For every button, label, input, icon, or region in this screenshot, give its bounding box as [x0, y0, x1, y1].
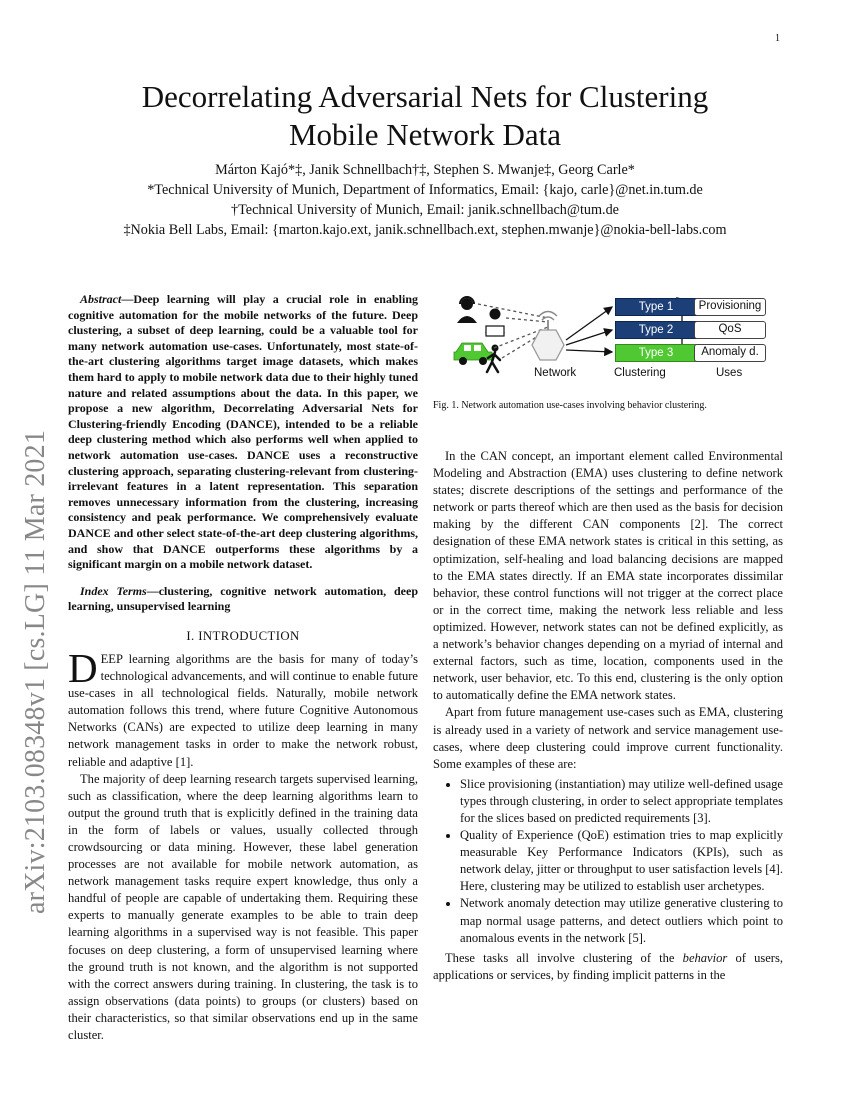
arxiv-stamp: arXiv:2103.08348v1 [cs.LG] 11 Mar 2021 [20, 429, 51, 915]
cluster-type-2-box: Type 2 [615, 321, 697, 339]
cluster-type-3-box: Type 3 [615, 344, 697, 362]
intro-paragraph-1-text: EEP learning algorithms are the basis for many of today’s technological advancements, and will continue to enable future use-cases in all technological fields. Naturally, mobile network automation follows this trend, where future Cognitive Autonomous Networks (CANs) are expected to utilize deep learning in many network management tasks in order to make the network robust, reliable and adaptive [1]. [68, 651, 418, 769]
index-terms [68, 584, 418, 615]
affiliation-1: *Technical University of Munich, Department of Informatics, Email: {kajo, carle}@net.in.tum.de [147, 182, 703, 198]
affiliation-2: †Technical University of Munich, Email: janik.schnellbach@tum.de [231, 202, 619, 218]
clustering-arrows [566, 307, 612, 352]
cluster-type-1-box: Type 1 [615, 298, 697, 316]
index-terms-text: —clustering, cognitive network automation, deep learning, unsupervised learning [68, 583, 419, 614]
right-paragraph-2: Apart from future management use-cases such as EMA, clustering is already used in a variety of network and service management use-cases, where deep clustering could improve current functionality. Some examples of these are: [433, 705, 783, 771]
title-line-1: Decorrelating Adversarial Nets for Clustering [141, 79, 709, 114]
abstract-text: —Deep learning will play a crucial role in enabling cognitive automation for the mobile networks of the future. Deep clustering, a subset of deep learning, could be a valuable tool for many network automation use-cases. Unfortunately, most state-of-the-art clustering algorithms target image datasets, which makes them hard to apply to mobile network data due to their highly tuned nature and related assumptions about the data. In this paper, we propose a new algorithm, Decorrelating Adversarial Nets for Clustering-friendly Encoding (DANCE), intended to be a reliable deep clustering method which also performs well when applied to network automation use-cases. DANCE uses a reconstructive clustering approach, separating clustering-relevant from clustering-irrelevant features in a latent representation. This separation removes unnecessary information from the clustering, increasing consistency and peak performance. We comprehensively evaluate DANCE and other select state-of-the-art deep clustering algorithms, and show that DANCE outperforms these algorithms by a significant margin on a mobile network dataset. [68, 292, 418, 572]
use-provisioning-box: Provisioning [694, 298, 766, 316]
abstract-label: Abstract [80, 292, 122, 306]
user-laptop-icon [485, 309, 505, 337]
title-line-2: Mobile Network Data [288, 117, 562, 152]
drop-cap: D [68, 644, 98, 691]
use-anomaly-box: Anomaly d. [694, 344, 766, 362]
pedestrian-icon [487, 345, 500, 373]
section-title-rest: NTRODUCTION [202, 628, 300, 643]
figure-1 [440, 290, 780, 385]
use-qos-box: QoS [694, 321, 766, 339]
right-paragraph-3-emphasis: behavior [682, 950, 728, 965]
use-case-list [433, 776, 783, 947]
author-block [60, 160, 790, 240]
left-column [68, 292, 418, 1044]
abstract [68, 292, 418, 573]
user-headset-icon [457, 297, 477, 323]
intro-paragraph-2: The majority of deep learning research targets supervised learning, such as classification, where the deep learning algorithms learn to output the ground truth that is explicitly defined in the training data in the form of labels or values, usually collected through crowdsourcing or data mining. However, these label generation processes are not available for mobile network automation, as network management tasks require expert knowledge, thus only a handful of people are capable of undertaking them. Requiring these experts to manually generate examples to be able to train deep learning algorithms in a supervised way is not feasible. This paper focuses on deep clustering, a form of unsupervised learning where the ground truth is not known, and the algorithm is not supported with the correct answers during training. In clustering, the task is to assign observations (data points) to groups (or clusters) based on their characteristics, so that similar observations end up in the same cluster. [68, 771, 418, 1043]
list-item: • Network anomaly detection may utilize generative clustering to map normal usage patterns, and detect outliers which point to anomalous events in the network [5]. [460, 895, 783, 946]
intro-paragraph-1 [68, 644, 418, 771]
section-number: I. [186, 628, 199, 643]
right-paragraph-3 [433, 950, 783, 984]
antenna-icon [539, 312, 557, 331]
index-terms-label: Index Terms [80, 583, 147, 598]
right-paragraph-1: In the CAN concept, an important element called Environmental Modeling and Abstraction (EMA) uses clustering to define network states; discrete descriptions of the settings and performance of the network or parts thereof which are then used as the basis for decision making by the different CAN components [2]. The correct designation of these EMA network states is critical in this setting, as optimization, self-healing and load balancing decisions are mapped to the EMA states directly. If an EMA state incorporates dissimilar behavior, these control functions will not trigger at the correct place or in the correct time, making the network less reliable and less optimized. However, network states can not be defined explicitly, as a network’s behavior changes depending on a myriad of internal and external factors, such as time, location, components used in the network, user behavior, etc. To this end, clustering is the only option to automatically define the EMA network states. [433, 449, 783, 703]
right-paragraph-3-start: These tasks all involve clustering of the [445, 950, 683, 965]
right-column [433, 448, 783, 984]
network-node-hexagon [532, 330, 564, 360]
right-paragraph-3-end: of users, applications or services, by finding implicit patterns in the [433, 950, 783, 982]
author-list: Márton Kajó*‡, Janik Schnellbach†‡, Stephen S. Mwanje‡, Georg Carle* [215, 162, 635, 178]
paper-title [60, 78, 790, 154]
affiliation-3: ‡Nokia Bell Labs, Email: {marton.kajo.ext, janik.schnellbach.ext, stephen.mwanje}@nokia-bell-labs.com [123, 222, 727, 238]
list-item: • Quality of Experience (QoE) estimation tries to map explicitly measurable Key Performance Indicators (KPIs), such as network delay, jitter or throughput to user satisfaction levels [4]. Here, clustering may be utilized to establish user archetypes. [460, 827, 783, 895]
figure-label-clustering: Clustering [614, 367, 666, 379]
car-icon [454, 343, 492, 365]
page-number: 1 [775, 33, 780, 44]
list-item: • Slice provisioning (instantiation) may utilize well-defined usage types through clustering, in order to select appropriate templates for the slices based on predicted requirements [3]. [460, 776, 783, 827]
figure-label-uses: Uses [716, 367, 743, 379]
figure-label-network: Network [534, 367, 577, 379]
section-title-first-letter: I [198, 628, 203, 643]
section-heading-introduction [68, 628, 418, 645]
figure-caption: Fig. 1. Network automation use-cases involving behavior clustering. [433, 400, 707, 411]
